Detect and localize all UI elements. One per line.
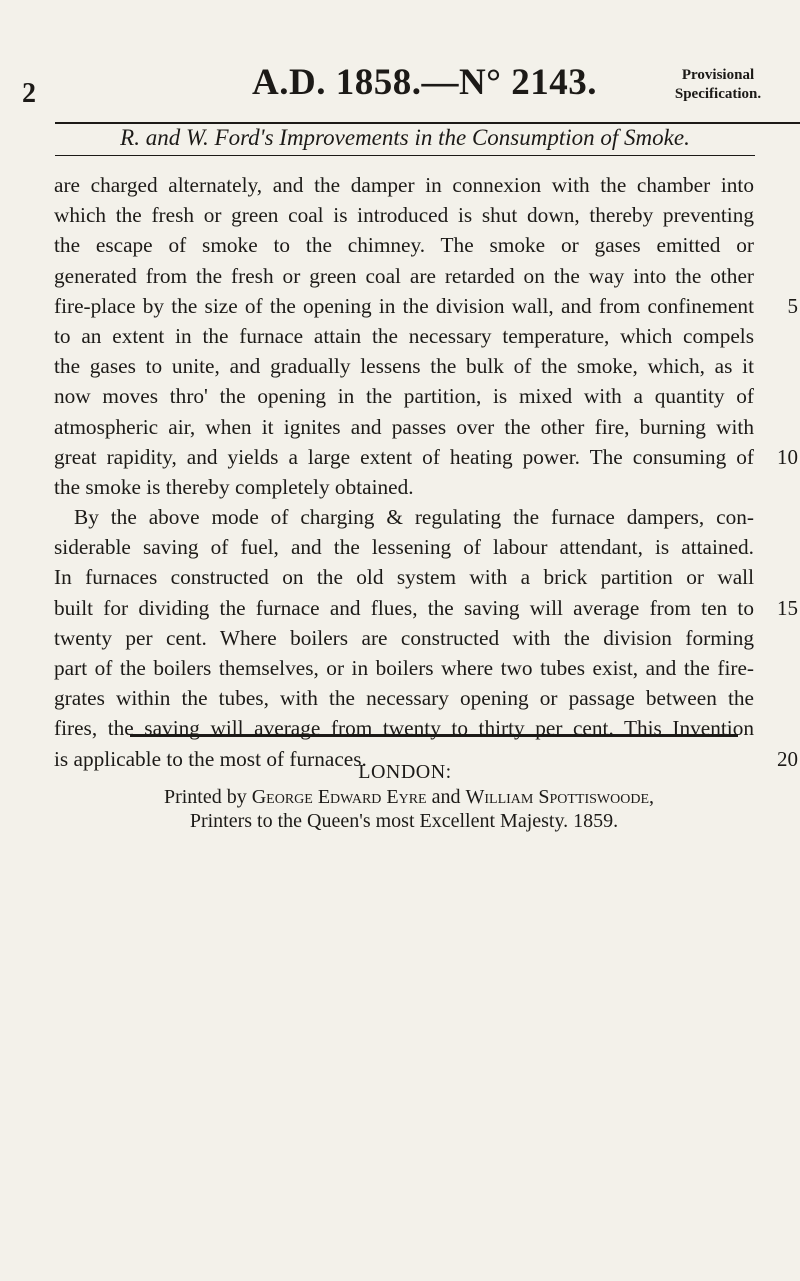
body-line: the gases to unite, and gradually lessens the bulk of the smoke, which, as it [54,354,754,379]
printer-name-1: George Edward Eyre [251,786,427,808]
page-number: 2 [22,78,36,109]
title-rule [55,155,755,156]
body-line: By the above mode of charging & regulating the furnace dampers, con- [74,505,754,530]
imprint-place: LONDON: [358,761,452,783]
body-line: fires, the saving will average from twenty to thirty per cent. This Invention [54,716,754,741]
body-line: built for dividing the furnace and flues, the saving will average from ten to [54,595,754,620]
line-number: 20 [777,746,798,771]
body-line: twenty per cent. Where boilers are constructed with the division forming [54,625,754,650]
body-line: now moves thro' the opening in the partition, is mixed with a quantity of [54,384,754,409]
printer-name-2: William Spottiswoode [465,786,650,808]
body-line: fire-place by the size of the opening in the division wall, and from confinement [54,293,754,318]
running-title: R. and W. Ford's Improvements in the Consumption of Smoke. [120,125,690,150]
imprint-printers-line: Printers to the Queen's most Excellent Majesty. 1859. [189,810,619,832]
body-line: siderable saving of fuel, and the lessening of labour attendant, is attained. [54,535,754,560]
body-line: are charged alternately, and the damper in connexion with the chamber into [54,173,754,197]
line-number: 10 [777,444,798,469]
body-line: part of the boilers themselves, or in boilers where two tubes exist, and the fire- [54,656,754,680]
body-line: generated from the fresh or green coal are retarded on the way into the other [54,263,754,288]
printed-by-and: and [426,786,466,808]
closing-rule [130,734,738,737]
body-line: atmospheric air, when it ignites and passes over the other fire, burning with [54,414,754,439]
body-line: which the fresh or green coal is introduced is shut down, thereby preventing [54,203,754,228]
printed-by-suffix: , [649,786,655,808]
document-id: A.D. 1858.—N° 2143. [252,62,597,103]
printed-by-prefix: Printed by [163,786,252,808]
body-line: to an extent in the furnace attain the necessary temperature, which compels [54,323,754,348]
imprint-printed-by [0,785,800,809]
body-text [54,170,754,774]
body-line: great rapidity, and yields a large extent of heating power. The consuming of [54,444,754,469]
line-number: 5 [787,293,798,318]
printer-imprint [0,760,800,833]
provisional-label-line1: Provisional [681,67,755,83]
body-line: the escape of smoke to the chimney. The smoke or gases emitted or [54,233,754,258]
body-line: grates within the tubes, with the necessary opening or passage between the [54,686,754,711]
provisional-label-line2: Specification. [674,86,762,102]
body-line: In furnaces constructed on the old system with a brick partition or wall [54,565,754,590]
body-line: the smoke is thereby completely obtained. [54,474,414,499]
provisional-specification-label [648,66,788,104]
body-line: is applicable to the most of furnaces. [54,746,367,771]
line-number: 15 [777,595,798,620]
